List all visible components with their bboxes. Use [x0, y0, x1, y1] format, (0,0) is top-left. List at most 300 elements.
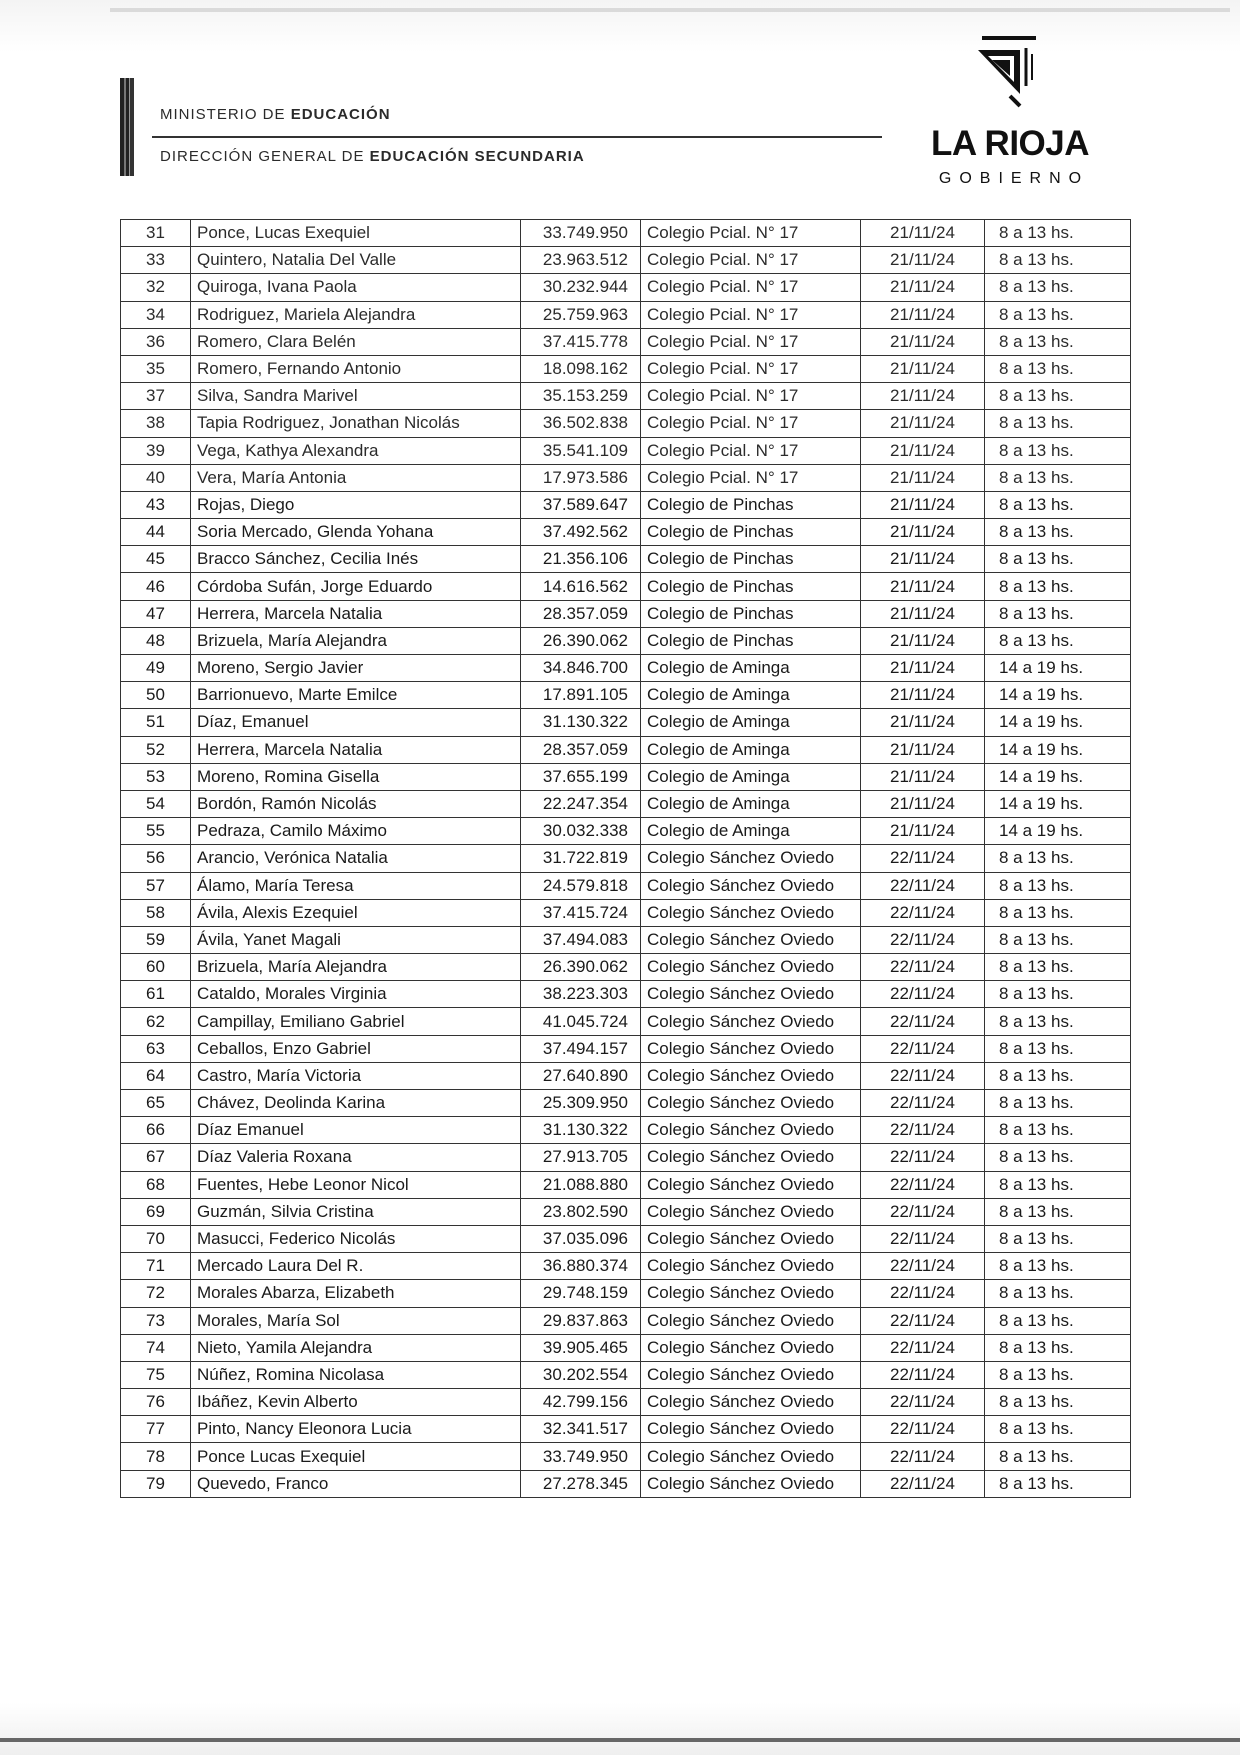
time-cell: 8 a 13 hs.	[985, 845, 1131, 872]
dni-cell: 39.905.465	[521, 1334, 641, 1361]
time-cell: 14 a 19 hs.	[985, 682, 1131, 709]
school-cell: Colegio Pcial. N° 17	[641, 247, 861, 274]
school-cell: Colegio Sánchez Oviedo	[641, 1198, 861, 1225]
row-number-cell: 74	[121, 1334, 191, 1361]
person-name-cell: Romero, Fernando Antonio	[191, 355, 521, 382]
person-name-cell: Chávez, Deolinda Karina	[191, 1090, 521, 1117]
person-name-cell: Álamo, María Teresa	[191, 872, 521, 899]
time-cell: 8 a 13 hs.	[985, 573, 1131, 600]
date-cell: 21/11/24	[861, 763, 985, 790]
row-number-cell: 47	[121, 600, 191, 627]
person-name-cell: Cataldo, Morales Virginia	[191, 981, 521, 1008]
time-cell: 14 a 19 hs.	[985, 709, 1131, 736]
direction-bold: EDUCACIÓN SECUNDARIA	[369, 148, 585, 165]
row-number-cell: 53	[121, 763, 191, 790]
time-cell: 8 a 13 hs.	[985, 464, 1131, 491]
date-cell: 22/11/24	[861, 1117, 985, 1144]
school-cell: Colegio de Pinchas	[641, 491, 861, 518]
row-number-cell: 38	[121, 410, 191, 437]
row-number-cell: 51	[121, 709, 191, 736]
table-row	[121, 682, 1131, 709]
dni-cell: 37.035.096	[521, 1225, 641, 1252]
time-cell: 8 a 13 hs.	[985, 1334, 1131, 1361]
date-cell: 22/11/24	[861, 1062, 985, 1089]
table-row	[121, 818, 1131, 845]
person-name-cell: Tapia Rodriguez, Jonathan Nicolás	[191, 410, 521, 437]
row-number-cell: 70	[121, 1225, 191, 1252]
school-cell: Colegio Pcial. N° 17	[641, 383, 861, 410]
dni-cell: 30.202.554	[521, 1361, 641, 1388]
person-name-cell: Nieto, Yamila Alejandra	[191, 1334, 521, 1361]
row-number-cell: 54	[121, 790, 191, 817]
row-number-cell: 72	[121, 1280, 191, 1307]
row-number-cell: 35	[121, 355, 191, 382]
row-number-cell: 40	[121, 464, 191, 491]
table-row	[121, 1470, 1131, 1497]
row-number-cell: 32	[121, 274, 191, 301]
table-row	[121, 845, 1131, 872]
dni-cell: 26.390.062	[521, 627, 641, 654]
logo-subtitle: GOBIERNO	[938, 170, 1090, 187]
school-cell: Colegio Sánchez Oviedo	[641, 1280, 861, 1307]
table-row	[121, 519, 1131, 546]
date-cell: 22/11/24	[861, 1280, 985, 1307]
time-cell: 8 a 13 hs.	[985, 410, 1131, 437]
row-number-cell: 44	[121, 519, 191, 546]
date-cell: 21/11/24	[861, 410, 985, 437]
date-cell: 21/11/24	[861, 355, 985, 382]
dni-cell: 35.541.109	[521, 437, 641, 464]
school-cell: Colegio Sánchez Oviedo	[641, 1035, 861, 1062]
table-row	[121, 709, 1131, 736]
time-cell: 8 a 13 hs.	[985, 1198, 1131, 1225]
person-name-cell: Quevedo, Franco	[191, 1470, 521, 1497]
dni-cell: 17.973.586	[521, 464, 641, 491]
table-row	[121, 790, 1131, 817]
date-cell: 21/11/24	[861, 464, 985, 491]
table-row	[121, 600, 1131, 627]
row-number-cell: 55	[121, 818, 191, 845]
table-row	[121, 1008, 1131, 1035]
row-number-cell: 56	[121, 845, 191, 872]
row-number-cell: 65	[121, 1090, 191, 1117]
dni-cell: 37.589.647	[521, 491, 641, 518]
table-row	[121, 1443, 1131, 1470]
date-cell: 21/11/24	[861, 627, 985, 654]
school-cell: Colegio de Pinchas	[641, 519, 861, 546]
scan-bottom-edge	[0, 1738, 1240, 1742]
direction-heading	[160, 148, 585, 165]
date-cell: 22/11/24	[861, 1253, 985, 1280]
header-color-bar	[120, 78, 134, 176]
date-cell: 22/11/24	[861, 926, 985, 953]
row-number-cell: 68	[121, 1171, 191, 1198]
person-name-cell: Díaz Emanuel	[191, 1117, 521, 1144]
time-cell: 8 a 13 hs.	[985, 1090, 1131, 1117]
date-cell: 22/11/24	[861, 1416, 985, 1443]
time-cell: 8 a 13 hs.	[985, 1280, 1131, 1307]
person-name-cell: Arancio, Verónica Natalia	[191, 845, 521, 872]
time-cell: 8 a 13 hs.	[985, 383, 1131, 410]
dni-cell: 31.130.322	[521, 1117, 641, 1144]
time-cell: 8 a 13 hs.	[985, 220, 1131, 247]
school-cell: Colegio Pcial. N° 17	[641, 220, 861, 247]
person-name-cell: Brizuela, María Alejandra	[191, 627, 521, 654]
school-cell: Colegio de Aminga	[641, 655, 861, 682]
time-cell: 8 a 13 hs.	[985, 1416, 1131, 1443]
date-cell: 21/11/24	[861, 818, 985, 845]
dni-cell: 29.837.863	[521, 1307, 641, 1334]
row-number-cell: 61	[121, 981, 191, 1008]
school-cell: Colegio Sánchez Oviedo	[641, 1361, 861, 1388]
table-row	[121, 1117, 1131, 1144]
person-name-cell: Pinto, Nancy Eleonora Lucia	[191, 1416, 521, 1443]
dni-cell: 14.616.562	[521, 573, 641, 600]
date-cell: 22/11/24	[861, 1307, 985, 1334]
school-cell: Colegio Sánchez Oviedo	[641, 845, 861, 872]
school-cell: Colegio Pcial. N° 17	[641, 328, 861, 355]
dni-cell: 35.153.259	[521, 383, 641, 410]
time-cell: 8 a 13 hs.	[985, 328, 1131, 355]
school-cell: Colegio Sánchez Oviedo	[641, 1225, 861, 1252]
row-number-cell: 71	[121, 1253, 191, 1280]
person-name-cell: Moreno, Romina Gisella	[191, 763, 521, 790]
table-row	[121, 464, 1131, 491]
table-row	[121, 1280, 1131, 1307]
dni-cell: 37.415.724	[521, 899, 641, 926]
dni-cell: 27.913.705	[521, 1144, 641, 1171]
table-row	[121, 1389, 1131, 1416]
date-cell: 21/11/24	[861, 274, 985, 301]
time-cell: 8 a 13 hs.	[985, 600, 1131, 627]
date-cell: 22/11/24	[861, 872, 985, 899]
row-number-cell: 69	[121, 1198, 191, 1225]
table-row	[121, 410, 1131, 437]
table-row	[121, 763, 1131, 790]
table-row	[121, 655, 1131, 682]
la-rioja-logo	[930, 28, 1090, 188]
date-cell: 21/11/24	[861, 790, 985, 817]
person-name-cell: Bracco Sánchez, Cecilia Inés	[191, 546, 521, 573]
person-name-cell: Ávila, Alexis Ezequiel	[191, 899, 521, 926]
person-name-cell: Quintero, Natalia Del Valle	[191, 247, 521, 274]
table-row	[121, 573, 1131, 600]
date-cell: 21/11/24	[861, 573, 985, 600]
dni-cell: 37.492.562	[521, 519, 641, 546]
dni-cell: 32.341.517	[521, 1416, 641, 1443]
row-number-cell: 39	[121, 437, 191, 464]
table-row	[121, 926, 1131, 953]
person-name-cell: Díaz Valeria Roxana	[191, 1144, 521, 1171]
school-cell: Colegio Sánchez Oviedo	[641, 1307, 861, 1334]
table-row	[121, 1144, 1131, 1171]
dni-cell: 41.045.724	[521, 1008, 641, 1035]
table-row	[121, 736, 1131, 763]
row-number-cell: 52	[121, 736, 191, 763]
time-cell: 8 a 13 hs.	[985, 1307, 1131, 1334]
person-name-cell: Ponce Lucas Exequiel	[191, 1443, 521, 1470]
dni-cell: 37.655.199	[521, 763, 641, 790]
person-name-cell: Campillay, Emiliano Gabriel	[191, 1008, 521, 1035]
dni-cell: 37.494.157	[521, 1035, 641, 1062]
school-cell: Colegio de Aminga	[641, 763, 861, 790]
dni-cell: 21.088.880	[521, 1171, 641, 1198]
school-cell: Colegio Pcial. N° 17	[641, 274, 861, 301]
table-row	[121, 546, 1131, 573]
row-number-cell: 46	[121, 573, 191, 600]
row-number-cell: 57	[121, 872, 191, 899]
date-cell: 21/11/24	[861, 519, 985, 546]
date-cell: 22/11/24	[861, 1008, 985, 1035]
logo-name: LA RIOJA	[930, 124, 1090, 163]
table-row	[121, 1225, 1131, 1252]
scan-top-edge	[110, 8, 1230, 12]
person-name-cell: Ávila, Yanet Magali	[191, 926, 521, 953]
dni-cell: 29.748.159	[521, 1280, 641, 1307]
school-cell: Colegio de Aminga	[641, 682, 861, 709]
roster-body	[121, 220, 1131, 1498]
dni-cell: 31.722.819	[521, 845, 641, 872]
dni-cell: 23.802.590	[521, 1198, 641, 1225]
table-row	[121, 1198, 1131, 1225]
person-name-cell: Brizuela, María Alejandra	[191, 954, 521, 981]
time-cell: 8 a 13 hs.	[985, 1008, 1131, 1035]
school-cell: Colegio Pcial. N° 17	[641, 355, 861, 382]
school-cell: Colegio Sánchez Oviedo	[641, 1470, 861, 1497]
date-cell: 21/11/24	[861, 220, 985, 247]
dni-cell: 25.309.950	[521, 1090, 641, 1117]
table-row	[121, 1334, 1131, 1361]
dni-cell: 22.247.354	[521, 790, 641, 817]
table-row	[121, 220, 1131, 247]
table-row	[121, 1090, 1131, 1117]
date-cell: 22/11/24	[861, 1090, 985, 1117]
person-name-cell: Herrera, Marcela Natalia	[191, 600, 521, 627]
dni-cell: 27.278.345	[521, 1470, 641, 1497]
school-cell: Colegio Sánchez Oviedo	[641, 1171, 861, 1198]
table-row	[121, 1361, 1131, 1388]
time-cell: 14 a 19 hs.	[985, 736, 1131, 763]
time-cell: 8 a 13 hs.	[985, 355, 1131, 382]
school-cell: Colegio Sánchez Oviedo	[641, 1144, 861, 1171]
date-cell: 22/11/24	[861, 1334, 985, 1361]
school-cell: Colegio Pcial. N° 17	[641, 437, 861, 464]
row-number-cell: 33	[121, 247, 191, 274]
table-row	[121, 899, 1131, 926]
person-name-cell: Guzmán, Silvia Cristina	[191, 1198, 521, 1225]
school-cell: Colegio Sánchez Oviedo	[641, 954, 861, 981]
date-cell: 22/11/24	[861, 1470, 985, 1497]
table-row	[121, 491, 1131, 518]
ministry-bold: EDUCACIÓN	[290, 106, 391, 123]
dni-cell: 28.357.059	[521, 736, 641, 763]
row-number-cell: 75	[121, 1361, 191, 1388]
school-cell: Colegio Sánchez Oviedo	[641, 1334, 861, 1361]
school-cell: Colegio Pcial. N° 17	[641, 464, 861, 491]
school-cell: Colegio Sánchez Oviedo	[641, 899, 861, 926]
time-cell: 8 a 13 hs.	[985, 1062, 1131, 1089]
school-cell: Colegio Sánchez Oviedo	[641, 1253, 861, 1280]
table-row	[121, 274, 1131, 301]
row-number-cell: 67	[121, 1144, 191, 1171]
time-cell: 8 a 13 hs.	[985, 1171, 1131, 1198]
date-cell: 22/11/24	[861, 899, 985, 926]
time-cell: 8 a 13 hs.	[985, 1389, 1131, 1416]
table-row	[121, 301, 1131, 328]
person-name-cell: Soria Mercado, Glenda Yohana	[191, 519, 521, 546]
table-row	[121, 1416, 1131, 1443]
row-number-cell: 79	[121, 1470, 191, 1497]
time-cell: 8 a 13 hs.	[985, 301, 1131, 328]
row-number-cell: 48	[121, 627, 191, 654]
row-number-cell: 77	[121, 1416, 191, 1443]
row-number-cell: 58	[121, 899, 191, 926]
dni-cell: 17.891.105	[521, 682, 641, 709]
person-name-cell: Núñez, Romina Nicolasa	[191, 1361, 521, 1388]
row-number-cell: 34	[121, 301, 191, 328]
time-cell: 8 a 13 hs.	[985, 1443, 1131, 1470]
dni-cell: 26.390.062	[521, 954, 641, 981]
dni-cell: 30.032.338	[521, 818, 641, 845]
person-name-cell: Bordón, Ramón Nicolás	[191, 790, 521, 817]
table-row	[121, 1307, 1131, 1334]
dni-cell: 33.749.950	[521, 220, 641, 247]
date-cell: 21/11/24	[861, 383, 985, 410]
time-cell: 8 a 13 hs.	[985, 954, 1131, 981]
date-cell: 21/11/24	[861, 247, 985, 274]
date-cell: 22/11/24	[861, 845, 985, 872]
ministry-prefix: MINISTERIO DE	[160, 106, 291, 123]
table-row	[121, 1035, 1131, 1062]
date-cell: 21/11/24	[861, 437, 985, 464]
row-number-cell: 63	[121, 1035, 191, 1062]
row-number-cell: 64	[121, 1062, 191, 1089]
time-cell: 8 a 13 hs.	[985, 491, 1131, 518]
person-name-cell: Romero, Clara Belén	[191, 328, 521, 355]
time-cell: 8 a 13 hs.	[985, 1470, 1131, 1497]
date-cell: 22/11/24	[861, 1198, 985, 1225]
person-name-cell: Fuentes, Hebe Leonor Nicol	[191, 1171, 521, 1198]
dni-cell: 38.223.303	[521, 981, 641, 1008]
school-cell: Colegio Sánchez Oviedo	[641, 981, 861, 1008]
row-number-cell: 36	[121, 328, 191, 355]
time-cell: 8 a 13 hs.	[985, 274, 1131, 301]
dni-cell: 18.098.162	[521, 355, 641, 382]
person-name-cell: Morales Abarza, Elizabeth	[191, 1280, 521, 1307]
person-name-cell: Díaz, Emanuel	[191, 709, 521, 736]
table-row	[121, 1171, 1131, 1198]
school-cell: Colegio de Pinchas	[641, 573, 861, 600]
time-cell: 8 a 13 hs.	[985, 247, 1131, 274]
time-cell: 8 a 13 hs.	[985, 546, 1131, 573]
date-cell: 21/11/24	[861, 328, 985, 355]
person-name-cell: Ponce, Lucas Exequiel	[191, 220, 521, 247]
date-cell: 22/11/24	[861, 1171, 985, 1198]
row-number-cell: 76	[121, 1389, 191, 1416]
row-number-cell: 50	[121, 682, 191, 709]
date-cell: 21/11/24	[861, 655, 985, 682]
school-cell: Colegio Sánchez Oviedo	[641, 1416, 861, 1443]
row-number-cell: 78	[121, 1443, 191, 1470]
school-cell: Colegio de Aminga	[641, 790, 861, 817]
row-number-cell: 62	[121, 1008, 191, 1035]
table-row	[121, 383, 1131, 410]
dni-cell: 37.415.778	[521, 328, 641, 355]
date-cell: 22/11/24	[861, 1144, 985, 1171]
person-name-cell: Herrera, Marcela Natalia	[191, 736, 521, 763]
dni-cell: 27.640.890	[521, 1062, 641, 1089]
date-cell: 22/11/24	[861, 954, 985, 981]
school-cell: Colegio Pcial. N° 17	[641, 410, 861, 437]
time-cell: 14 a 19 hs.	[985, 818, 1131, 845]
table-row	[121, 328, 1131, 355]
row-number-cell: 45	[121, 546, 191, 573]
date-cell: 21/11/24	[861, 709, 985, 736]
row-number-cell: 73	[121, 1307, 191, 1334]
dni-cell: 30.232.944	[521, 274, 641, 301]
time-cell: 8 a 13 hs.	[985, 1117, 1131, 1144]
person-name-cell: Vera, María Antonia	[191, 464, 521, 491]
person-name-cell: Pedraza, Camilo Máximo	[191, 818, 521, 845]
date-cell: 22/11/24	[861, 1225, 985, 1252]
direction-prefix: DIRECCIÓN GENERAL DE	[160, 148, 370, 165]
dni-cell: 31.130.322	[521, 709, 641, 736]
date-cell: 21/11/24	[861, 682, 985, 709]
time-cell: 8 a 13 hs.	[985, 981, 1131, 1008]
time-cell: 14 a 19 hs.	[985, 655, 1131, 682]
school-cell: Colegio Sánchez Oviedo	[641, 1117, 861, 1144]
table-row	[121, 355, 1131, 382]
row-number-cell: 31	[121, 220, 191, 247]
roster-table	[120, 219, 1131, 1498]
table-row	[121, 247, 1131, 274]
school-cell: Colegio Pcial. N° 17	[641, 301, 861, 328]
time-cell: 8 a 13 hs.	[985, 1253, 1131, 1280]
table-row	[121, 437, 1131, 464]
person-name-cell: Mercado Laura Del R.	[191, 1253, 521, 1280]
table-row	[121, 872, 1131, 899]
person-name-cell: Masucci, Federico Nicolás	[191, 1225, 521, 1252]
school-cell: Colegio Sánchez Oviedo	[641, 1008, 861, 1035]
school-cell: Colegio de Pinchas	[641, 627, 861, 654]
date-cell: 22/11/24	[861, 1035, 985, 1062]
dni-cell: 24.579.818	[521, 872, 641, 899]
dni-cell: 36.880.374	[521, 1253, 641, 1280]
date-cell: 21/11/24	[861, 736, 985, 763]
school-cell: Colegio de Aminga	[641, 818, 861, 845]
dni-cell: 21.356.106	[521, 546, 641, 573]
person-name-cell: Morales, María Sol	[191, 1307, 521, 1334]
ministry-heading	[160, 106, 391, 123]
row-number-cell: 59	[121, 926, 191, 953]
person-name-cell: Barrionuevo, Marte Emilce	[191, 682, 521, 709]
table-row	[121, 981, 1131, 1008]
person-name-cell: Silva, Sandra Marivel	[191, 383, 521, 410]
row-number-cell: 37	[121, 383, 191, 410]
header-divider	[152, 136, 882, 138]
time-cell: 8 a 13 hs.	[985, 519, 1131, 546]
dni-cell: 25.759.963	[521, 301, 641, 328]
dni-cell: 28.357.059	[521, 600, 641, 627]
date-cell: 21/11/24	[861, 600, 985, 627]
school-cell: Colegio Sánchez Oviedo	[641, 1090, 861, 1117]
date-cell: 21/11/24	[861, 491, 985, 518]
date-cell: 21/11/24	[861, 546, 985, 573]
time-cell: 8 a 13 hs.	[985, 926, 1131, 953]
time-cell: 8 a 13 hs.	[985, 627, 1131, 654]
time-cell: 8 a 13 hs.	[985, 1361, 1131, 1388]
table-row	[121, 954, 1131, 981]
